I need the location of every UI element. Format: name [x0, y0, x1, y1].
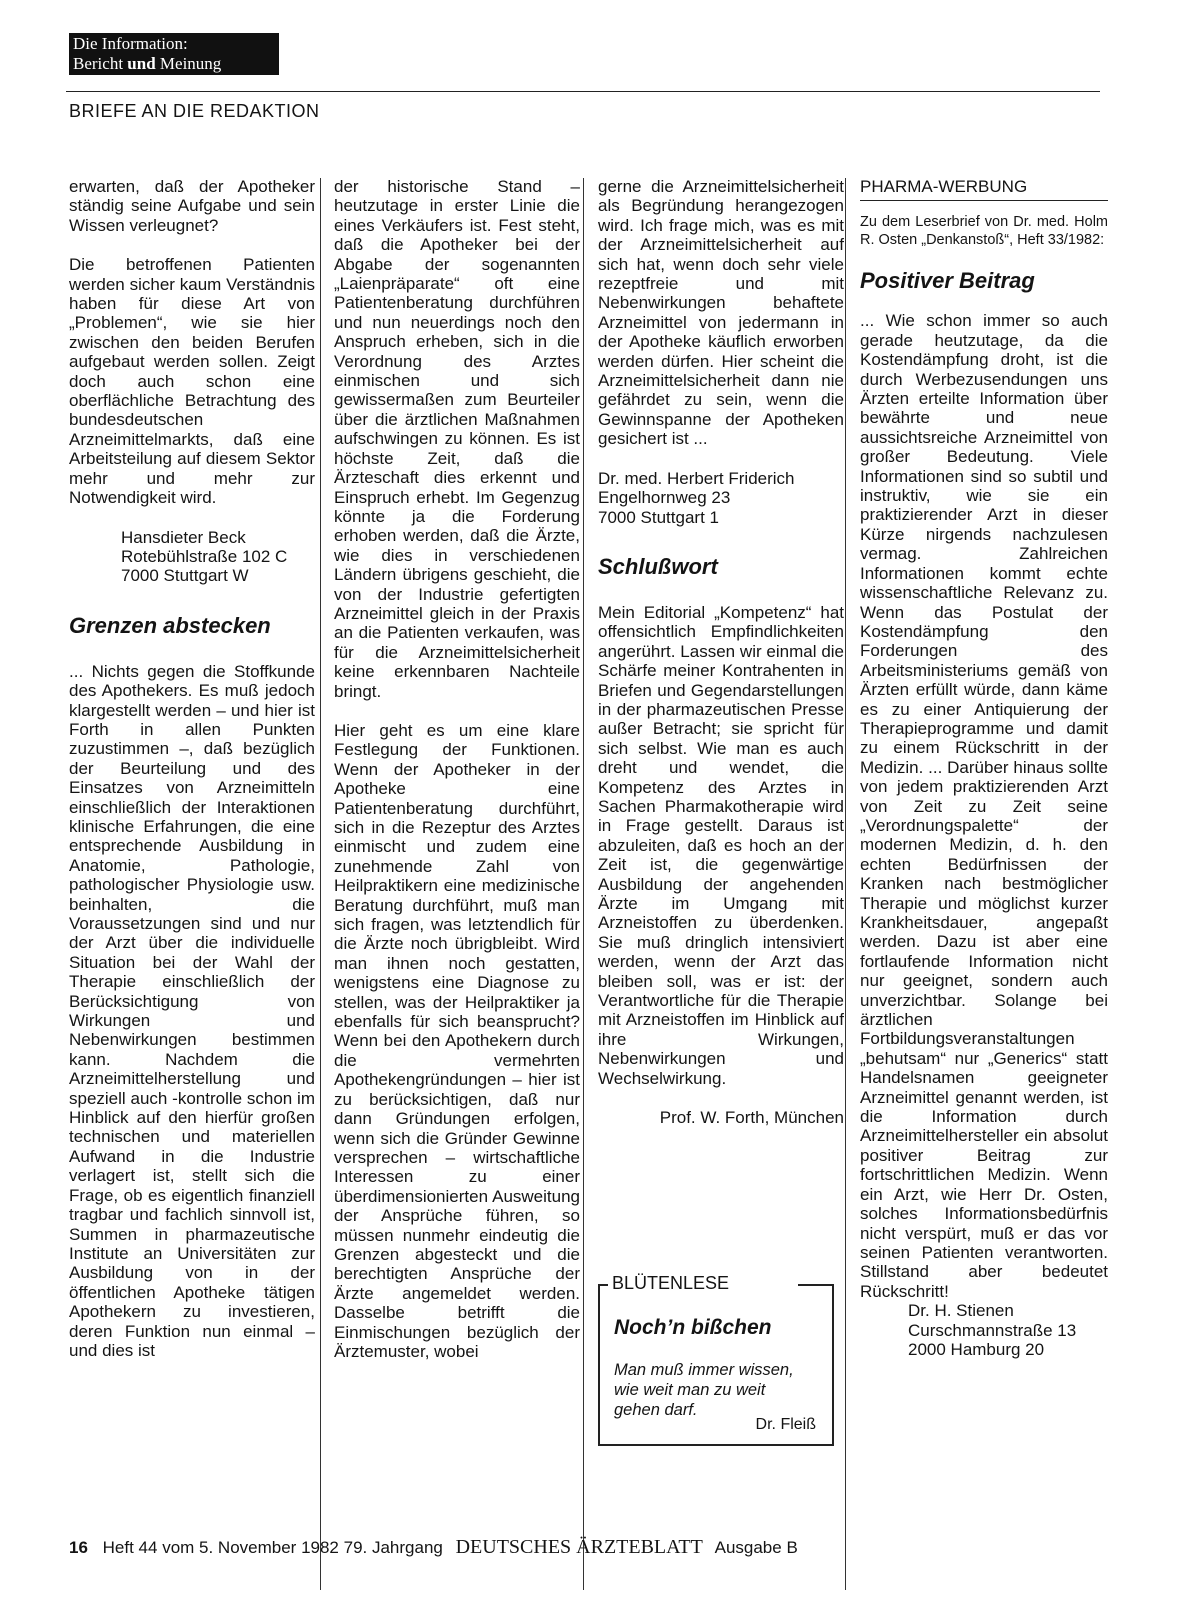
letter-signature: Dr. H. Stienen Curschmannstraße 13 2000 Hamburg 20	[908, 1301, 1077, 1359]
paragraph: Mein Editorial „Kompetenz“ hat offensichtlich Empfindlichkeiten angerührt. Lassen wir einmal die Schärfe meiner Kontrahenten in Briefen und Gegendarstellungen in der pharmazeutischen Presse außer Betracht; sie spricht für sich selbst. Wie man es auch dreht und wendet, die Kompetenz des Arztes in Sachen Pharmakotherapie wird in Frage gestellt. Daraus ist abzuleiten, daß es hoch an der Zeit ist, die gegenwärtige Ausbildung der angehenden Ärzte im Umgang mit Arzneistoffen zu überdenken. Sie muß dringlich intensiviert werden, wenn der Arzt das bleiben soll, was er ist: der Verantwortliche für die Therapie mit Arzneistoffen im Hinblick auf ihre Wirkungen, Nebenwirkungen und Wechselwirkung.	[598, 602, 844, 1088]
letter-signature: Dr. med. Herbert Friderich Engelhornweg 23 7000 Stuttgart 1	[598, 468, 795, 527]
label-line-2: Bericht und Meinung	[73, 54, 222, 73]
box-signature: Dr. Fleiß	[755, 1416, 816, 1433]
box-quote: Man muß immer wissen, wie weit man zu weit gehen darf.	[614, 1361, 794, 1419]
paragraph: Hier geht es um eine klare Festlegung der Funktionen. Wenn der Apotheker in der Apotheke eine Patientenberatung durchführt, sich in die Rezeptur des Arztes einmischt und zudem eine zunehmende Zahl von Heilpraktikern eine medizinische Beratung durchführt, muß man sich fragen, was letztendlich für die Ärzte noch übrigbleibt. Wird man ihnen noch gestatten, wenigstens eine Diagnose zu stellen, was der Heilpraktiker ja ebenfalls für sich beansprucht? Wenn bei den Apothekern durch die vermehrten Apothekengründungen – hier ist zu berücksichtigen, daß nur dann Gründungen erfolgen, wenn sich die Gründer Gewinne versprechen – wirtschaftliche Interessen zu einer überdimensionierten Ausweitung der Ansprüche führen, so müssen nunmehr eindeutig die Grenzen abgesteckt und die berechtigten Ansprüche der Ärzte angemeldet werden. Dasselbe betrifft die Einmischungen bezüglich der Ärztemuster, wobei	[334, 720, 580, 1361]
box-border	[598, 1284, 608, 1286]
letter-signature: Hansdieter Beck Rotebühlstraße 102 C 7000 Stuttgart W	[121, 527, 288, 586]
letter-signature: Prof. W. Forth, München	[659, 1108, 844, 1128]
paragraph: ... Nichts gegen die Stoffkunde des Apothekers. Es muß jedoch klargestellt werden – und hier ist Forth in allen Punkten zuzustimmen –, daß bezüglich der Beurteilung und des Einsatzes von Arzneimitteln einschließlich der Interaktionen klinische Erfahrungen, die eine entsprechende Ausbildung in Anatomie, Pathologie, pathologischer Physiologie usw. beinhalten, die Voraussetzungen sind und nur der Arzt über die individuelle Situation bei der Wahl der Therapie einschließlich der Berücksichtigung von Wirkungen und Nebenwirkungen bestimmen kann. Nachdem die Arzneimittelherstellung und speziell auch -kontrolle schon im Hinblick auf den hierfür großen technischen und materiellen Aufwand in die Industrie verlagert ist, stellt sich die Frage, ob es eigentlich finanziell tragbar und fachlich sinnvoll ist, Summen in pharmazeutische Institute an Universitäten zur Ausbildung von in der öffentlichen Apotheke tätigen Apothekern zu investieren, deren Funktion nun einmal – und dies ist	[69, 661, 315, 1360]
column-1	[69, 177, 315, 1360]
intro-note: Zu dem Leserbrief von Dr. med. Holm R. Osten „Denkanstoß“, Heft 33/1982:	[860, 214, 1108, 249]
box-headline: Noch’n bißchen	[614, 1316, 772, 1339]
section-label-box	[69, 33, 279, 75]
letter-headline: Schlußwort	[598, 553, 718, 579]
box-kicker: BLÜTENLESE	[612, 1273, 730, 1293]
label-line-1: Die Information:	[73, 34, 188, 53]
column-divider	[845, 178, 846, 1590]
column-3	[598, 177, 844, 1127]
column-divider	[583, 178, 584, 1590]
column-4	[860, 177, 1108, 1359]
paragraph: erwarten, daß der Apotheker ständig seine Aufgabe und sein Wissen verleugnet?	[69, 177, 315, 235]
letter-headline: Grenzen abstecken	[69, 612, 271, 638]
section-title: BRIEFE AN DIE REDAKTION	[69, 101, 320, 121]
box-border	[798, 1284, 834, 1286]
letter-headline: Positiver Beitrag	[860, 268, 1035, 294]
issue-info: Heft 44 vom 5. November 1982 79. Jahrgang	[102, 1538, 443, 1557]
column-2	[334, 177, 580, 1361]
edition: Ausgabe B	[714, 1538, 798, 1557]
bluetenlese-box	[598, 1273, 834, 1446]
paragraph: der historische Stand – heutzutage in erster Linie die eines Verkäufers ist. Fest steht, daß die Apotheker bei der Abgabe der sogenannten „Laienpräparate“ oft eine Patientenberatung durchführen und nun neuerdings noch den Anspruch erheben, sich in die Verordnung des Arztes einmischen und sich gewissermaßen zum Beurteiler über die ärztlichen Maßnahmen aufschwingen zu können. Es ist höchste Zeit, daß die Ärzteschaft dies erkennt und Einspruch erhebt. Im Gegenzug könnte ja die Forderung erhoben werden, daß die Ärzte, wie dies in verschiedenen Ländern übrigens geschieht, die von der Industrie gefertigten Arzneimittel gleich in der Praxis an die Patienten verkaufen, was für die Arzneimittelsicherheit keine erkennbaren Nachteile bringt.	[334, 177, 580, 701]
page-number: 16	[69, 1538, 88, 1557]
paragraph: Die betroffenen Patienten werden sicher kaum Verständnis haben für diese Art von „Problemen“, wie sie hier zwischen den beiden Berufen aufgebaut werden sollen. Zeigt doch auch schon eine oberflächliche Betrachtung des bundesdeutschen Arzneimittelmarkts, daß eine Arbeitsteilung auf diesem Sektor mehr und mehr zur Notwendigkeit wird.	[69, 255, 315, 508]
paragraph: gerne die Arzneimittelsicherheit als Begründung herangezogen wird. Ich frage mich, was es mit der Arzneimittelsicherheit auf sich hat, wenn doch sehr viele rezeptfreie und mit Nebenwirkungen behaftete Arzneimittel von jedermann in der Apotheke käuflich erworben werden dürfen. Hier scheint die Arzneimittelsicherheit dann nie gefährdet zu sein, wenn die Gewinnspanne der Apotheken gesichert ist ...	[598, 177, 844, 449]
top-rule	[66, 91, 1100, 92]
column-divider	[320, 178, 321, 1590]
section-kicker: PHARMA-WERBUNG	[860, 177, 1108, 201]
page-footer	[69, 1536, 798, 1559]
journal-name: DEUTSCHES ÄRZTEBLATT	[455, 1536, 703, 1558]
paragraph: ... Wie schon immer so auch gerade heutzutage, da die Kostendämpfung droht, ist die durch Werbezusendungen uns Ärzten erteilte Information über bewährte und neue aussichtsreiche Arzneimittel von großer Bedeutung. Viele Informationen sind so subtil und instruktiv, wie sie ein praktizierender Arzt in dieser Kürze nirgends nachzulesen vermag. Zahlreichen Informationen kommt echte wissenschaftliche Relevanz zu. Wenn das Postulat der Kostendämpfung den Forderungen des Arbeitsministeriums gemäß von Ärzten erfüllt würde, dann käme es zu einer Antiquierung der Therapieprogramme und damit zu einem Rückschritt in der Medizin. ... Darüber hinaus sollte von jedem praktizierenden Arzt von Zeit zu Zeit seine „Verordnungspalette“ der modernen Medizin, d. h. den echten Bedürfnissen der Kranken nach bestmöglicher Therapie und möglichst kurzer Krankheitsdauer, angepaßt werden. Dazu ist aber eine fortlaufende Information nicht nur geeignet, sondern auch unverzichtbar. Solange bei ärztlichen Fortbildungsveranstaltungen „behutsam“ nur „Generics“ statt Handelsnamen geeigneter Arzneimittel genannt werden, ist die Information durch Arzneimittelhersteller ein absolut positiver Beitrag zur fortschrittlichen Medizin. Wenn ein Arzt, wie Herr Dr. Osten, solches Informationsbedürfnis nicht verspürt, muß er das vor seinen Patienten verantworten. Stillstand aber bedeutet Rückschritt!	[860, 311, 1108, 1301]
